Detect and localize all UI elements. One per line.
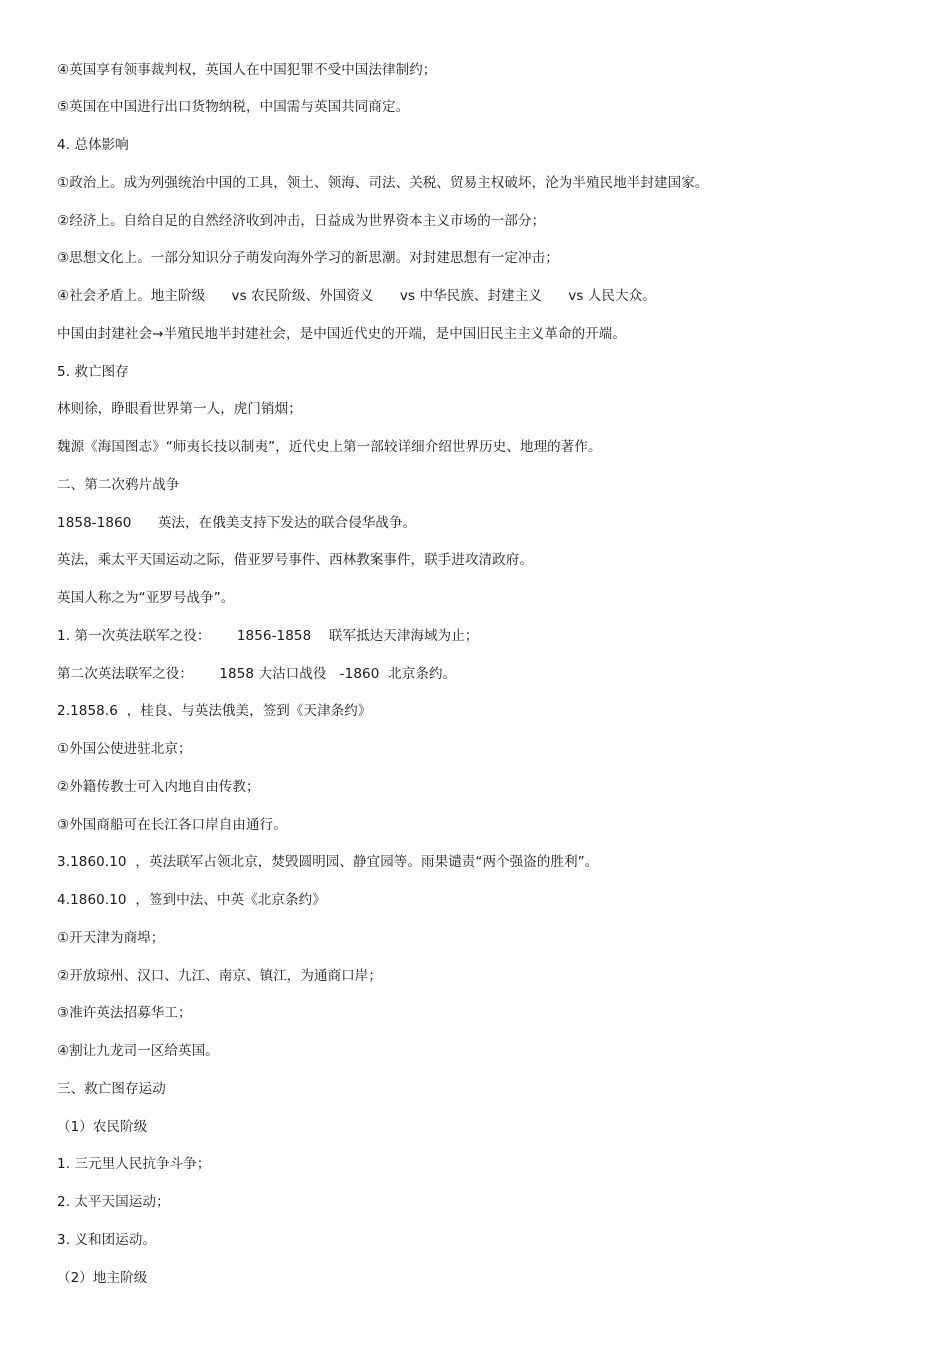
text-line: 3.1860.10 ，英法联军占领北京，焚毁圆明园、静宜园等。雨果谴责“两个强盗的胜利”。 <box>57 854 599 870</box>
text-line: （1）农民阶级 <box>57 1119 148 1135</box>
text-line: ④割让九龙司一区给英国。 <box>57 1043 219 1059</box>
text-line: 2.1858.6 ，桂良、与英法俄美，签到《天津条约》 <box>57 703 372 719</box>
text-line: （2）地主阶级 <box>57 1270 148 1286</box>
text-line: ②外籍传教士可入内地自由传教； <box>57 779 260 795</box>
text-line: 2. 太平天国运动； <box>57 1194 170 1210</box>
section-heading: 二、第二次鸦片战争 <box>57 477 180 493</box>
text-line: ①外国公使进驻北京； <box>57 741 192 757</box>
text-line: 4.1860.10 ，签到中法、中英《北京条约》 <box>57 892 326 908</box>
text-line: ①开天津为商埠； <box>57 930 165 946</box>
text-line: ⑤英国在中国进行出口货物纳税，中国需与英国共同商定。 <box>57 99 410 115</box>
text-line: ②开放琼州、汉口、九江、南京、镇江，为通商口岸； <box>57 968 383 984</box>
text-line: 3. 义和团运动。 <box>57 1232 157 1248</box>
text-line: 英国人称之为“亚罗号战争”。 <box>57 590 235 606</box>
text-line: 1. 三元里人民抗争斗争； <box>57 1156 211 1172</box>
section-heading: 三、救亡图存运动 <box>57 1081 166 1097</box>
text-line: 1858-1860 英法，在俄美支持下发达的联合侵华战争。 <box>57 515 417 531</box>
text-line: ④社会矛盾上。地主阶级 vs 农民阶级、外国资义 vs 中华民族、封建主义 vs 人民大众。 <box>57 288 656 304</box>
text-line: 林则徐，睁眼看世界第一人，虎门销烟； <box>57 401 302 417</box>
text-line: 1. 第一次英法联军之役： 1856-1858 联军抵达天津海域为止； <box>57 628 479 644</box>
text-line: ③准许英法招募华工； <box>57 1005 192 1021</box>
text-line: ④英国享有领事裁判权，英国人在中国犯罪不受中国法律制约； <box>57 62 437 78</box>
text-line: ②经济上。自给自足的自然经济收到冲击，日益成为世界资本主义市场的一部分； <box>57 213 546 229</box>
text-line: 中国由封建社会→半殖民地半封建社会，是中国近代史的开端，是中国旧民主主义革命的开端。 <box>57 326 627 342</box>
text-line: 第二次英法联军之役： 1858 大沽口战役 -1860 北京条约。 <box>57 666 457 682</box>
text-line: ①政治上。成为列强统治中国的工具，领土、领海、司法、关税、贸易主权破坏，沦为半殖民地半封建国家。 <box>57 175 709 191</box>
section-heading: 4. 总体影响 <box>57 137 129 153</box>
text-line: ③外国商船可在长江各口岸自由通行。 <box>57 817 287 833</box>
text-line: 魏源《海国图志》“师夷长技以制夷”，近代史上第一部较详细介绍世界历史、地理的著作。 <box>57 439 602 455</box>
text-line: 英法，乘太平天国运动之际，借亚罗号事件、西林教案事件，联手进攻清政府。 <box>57 552 533 568</box>
section-heading: 5. 救亡图存 <box>57 364 129 380</box>
text-line: ③思想文化上。一部分知识分子萌发向海外学习的新思潮。对封建思想有一定冲击； <box>57 250 559 266</box>
